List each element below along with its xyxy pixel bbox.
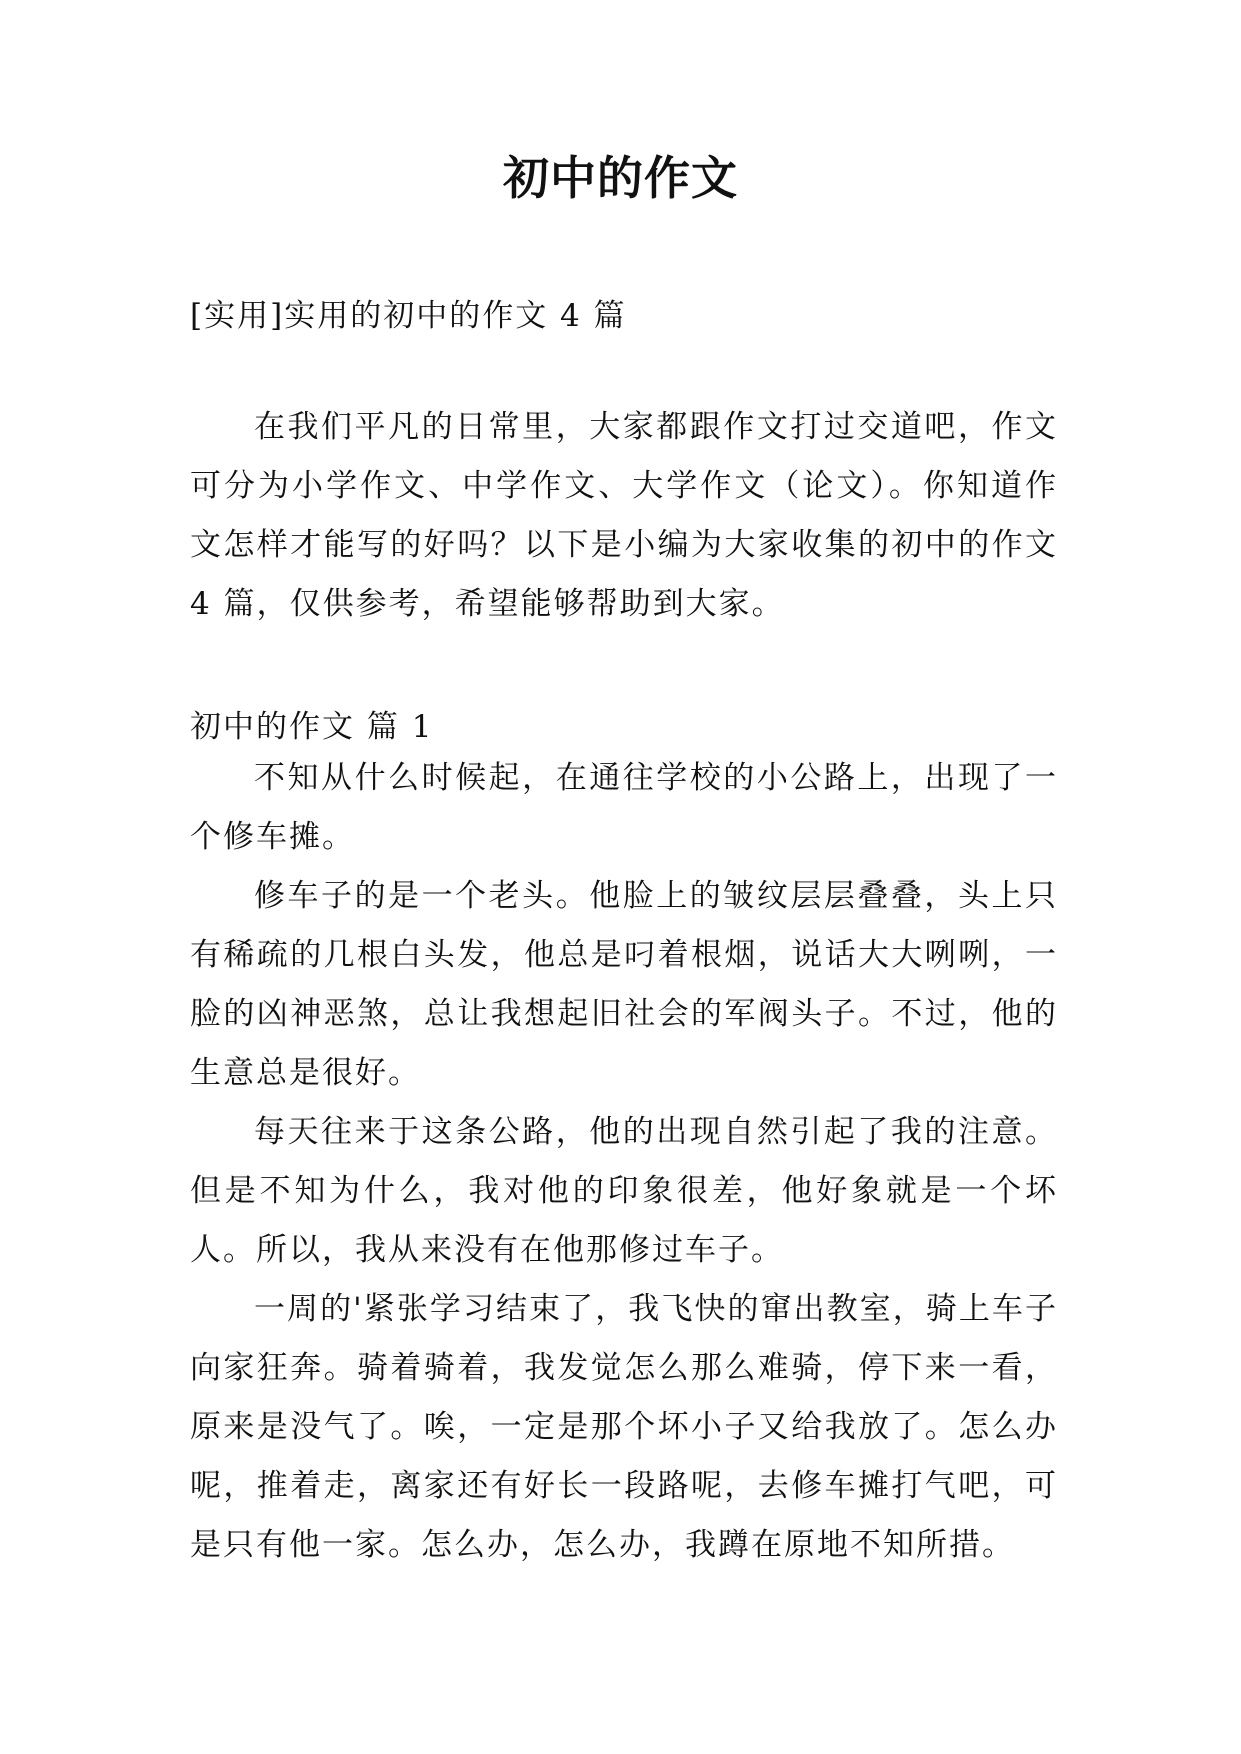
- document-title: 初中的作文: [503, 151, 738, 205]
- document-subtitle: [实用]实用的初中的作文 4 篇: [190, 298, 627, 334]
- paragraph-2: 修车子的是一个老头。他脸上的皱纹层层叠叠，头上只有稀疏的几根白头发，他总是叼着根烟，说话大大咧咧，一脸的凶神恶煞，总让我想起旧社会的军阀头子。不过，他的生意总是很好。: [190, 878, 1058, 1091]
- paragraph-3: 每天往来于这条公路，他的出现自然引起了我的注意。但是不知为什么，我对他的印象很差，他好象就是一个坏人。所以，我从来没有在他那修过车子。: [190, 1114, 1058, 1268]
- section-heading: 初中的作文 篇 1: [190, 709, 434, 745]
- paragraph-4: 一周的'紧张学习结束了，我飞快的窜出教室，骑上车子向家狂奔。骑着骑着，我发觉怎么那么难骑，停下来一看，原来是没气了。唉，一定是那个坏小子又给我放了。怎么办呢，推着走，离家还有好长一段路呢，去修车摊打气吧，可是只有他一家。怎么办，怎么办，我蹲在原地不知所措。: [190, 1291, 1058, 1563]
- paragraph-1: 不知从什么时候起，在通往学校的小公路上，出现了一个修车摊。: [190, 760, 1058, 855]
- intro-paragraph: 在我们平凡的日常里，大家都跟作文打过交道吧，作文可分为小学作文、中学作文、大学作文（论文）。你知道作文怎样才能写的好吗？以下是小编为大家收集的初中的作文 4 篇，仅供参考，希望能够帮助到大家。: [190, 409, 1058, 622]
